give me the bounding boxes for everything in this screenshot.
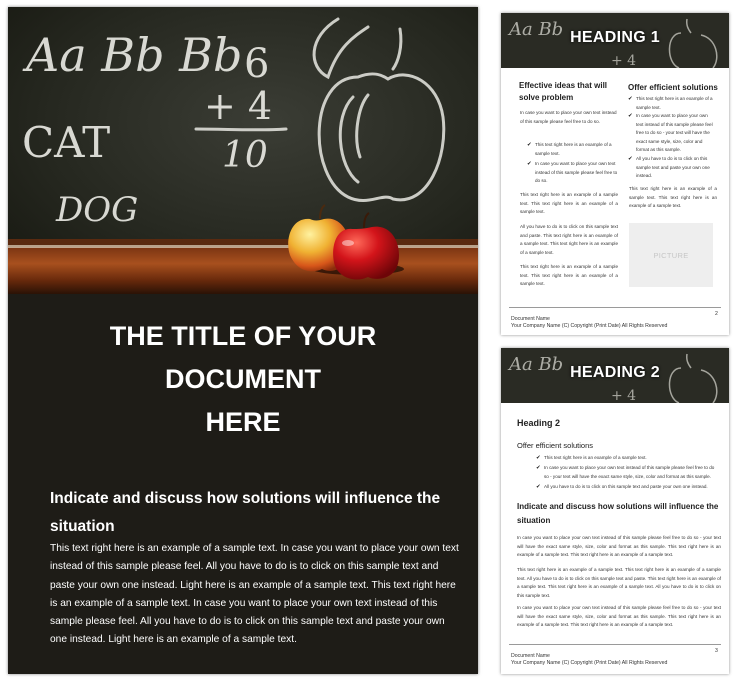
- check-icon: ✔: [536, 484, 541, 490]
- page-2-right-check-3: ✔ All you have to do is to click on this sample text and paste your own one instead.: [628, 156, 710, 179]
- cover-page: [8, 7, 478, 674]
- cover-body-text: This text right here is an example of a sample text. In case you want to place your own text instead of this sample please feel. All you have to do is to click on this sample text and paste your own one instead. Light here is an example of a sample text. This text right here is an example of a sample text. In case you want to place your own text instead of this sample please feel. All you have to do is to click on this sample text and paste your own one instead. Light here is an example of a sample text.: [50, 543, 459, 646]
- page-3-para-1: In case you want to place your own text instead of this sample please feel free to do so - your text will have the exact same style, size, color and format as this sample. This text right here is an example of a sample text. This text right here is an example of a sample text.: [517, 535, 721, 558]
- check-icon: ✔: [536, 455, 541, 461]
- chalk-sum-op: + 4: [204, 84, 273, 128]
- svg-text:Aa Bb: Aa Bb: [509, 354, 564, 375]
- page-2-thumbnail: [501, 13, 729, 335]
- chalk-sum-top: 6: [244, 41, 270, 87]
- document-title: THE TITLE OF YOUR DOCUMENT HERE: [109, 321, 377, 437]
- page-3-check-1: ✔ This text right here is an example of a sample text.: [536, 455, 647, 461]
- check-icon: ✔: [628, 96, 633, 102]
- page-3-footer-name: Document Name: [511, 653, 550, 659]
- check-icon: ✔: [628, 113, 633, 119]
- page-3-subtitle: Offer efficient solutions: [517, 441, 594, 450]
- page-2-left-check-2: ✔ In case you want to place your own text instead of this sample please feel free to do so.: [527, 161, 618, 184]
- page-3-footer-copyright: Your Company Name (C) Copyright (Print Date) All Rights Reserved: [511, 660, 668, 666]
- page-3-footer-rule: [509, 644, 721, 645]
- page-3-thumbnail: [501, 348, 729, 674]
- page-2-right-title: Offer efficient solutions: [628, 83, 718, 92]
- page-3-para-3: In case you want to place your own text instead of this sample please feel free to do so - your text will have the exact same style, size, color and format as this sample. This text right here is an example of a sample text. This text right here is an example of a sample text.: [517, 605, 721, 628]
- page-2-number: 2: [715, 311, 718, 317]
- page-2-left-check-1: ✔ This text right here is an example of a sample text.: [527, 142, 612, 156]
- page-3-heading: HEADING 2: [570, 364, 660, 381]
- chalk-word-cat: CAT: [22, 118, 111, 167]
- svg-text:Aa Bb: Aa Bb: [509, 19, 564, 40]
- chalkboard-apples-photo: [8, 7, 478, 294]
- page-3-section-title: Indicate and discuss how solutions will influence the situation: [517, 502, 719, 525]
- svg-text:+ 4: + 4: [611, 388, 637, 403]
- page-2-left-intro: In case you want to place your own text instead of this sample please feel free to do so.: [520, 110, 617, 124]
- page-2-left-para-1: This text right here is an example of a sample text. This text right here is an example of a sample text.: [520, 192, 618, 215]
- svg-text:+ 4: + 4: [611, 53, 637, 68]
- page-2-footer-copyright: Your Company Name (C) Copyright (Print Date) All Rights Reserved: [511, 323, 668, 329]
- page-2-right-check-2: ✔ In case you want to place your own text instead of this sample please feel free to do so - your text will have the exact same style, size, color and format as this sample.: [628, 113, 713, 153]
- check-icon: ✔: [527, 142, 532, 148]
- check-icon: ✔: [536, 465, 541, 471]
- check-icon: ✔: [628, 156, 633, 162]
- page-3-check-2: ✔ In case you want to place your own text instead of this sample please feel free to do so - your text will have the exact same style, size, color and format as this sample.: [536, 465, 715, 479]
- page-3-title: Heading 2: [517, 418, 561, 428]
- picture-placeholder: PICTURE: [629, 223, 713, 287]
- page-3-para-2: This text right here is an example of a sample text. This text right here is an example of a sample text. All you have to do is to click on this sample text and paste. This text right here is an example of a sample text. This text right here is an example of a sample text. All you have to do is to click on this sample text.: [517, 567, 721, 598]
- chalk-word-dog: DOG: [56, 190, 139, 230]
- page-2-left-para-3: This text right here is an example of a sample text. This text right here is an example of a sample text.: [520, 264, 618, 287]
- page-2-heading: HEADING 1: [570, 29, 660, 46]
- check-icon: ✔: [527, 161, 532, 167]
- cover-subtitle: Indicate and discuss how solutions will influence the situation: [50, 490, 441, 535]
- page-2-right-check-1: ✔ This text right here is an example of a sample text.: [628, 96, 713, 110]
- page-2-right-para: This text right here is an example of a sample text. This text right here is an example of a sample text.: [629, 186, 717, 209]
- page-2-left-title: Effective ideas that will solve problem: [519, 81, 608, 102]
- page-2-footer-name: Document Name: [511, 316, 550, 322]
- page-2-left-para-2: All you have to do is to click on this sample text and paste. This text right here is an example of a sample text. This text right here is an example of a sample text.: [520, 224, 618, 255]
- chalk-sum-result: 10: [222, 135, 268, 176]
- chalk-letters: Aa Bb Bb: [26, 28, 243, 82]
- page-3-number: 3: [715, 648, 718, 654]
- page-3-check-3: ✔ All you have to do is to click on this sample text and paste your own one instead.: [536, 484, 708, 490]
- page-2-footer-rule: [509, 307, 721, 308]
